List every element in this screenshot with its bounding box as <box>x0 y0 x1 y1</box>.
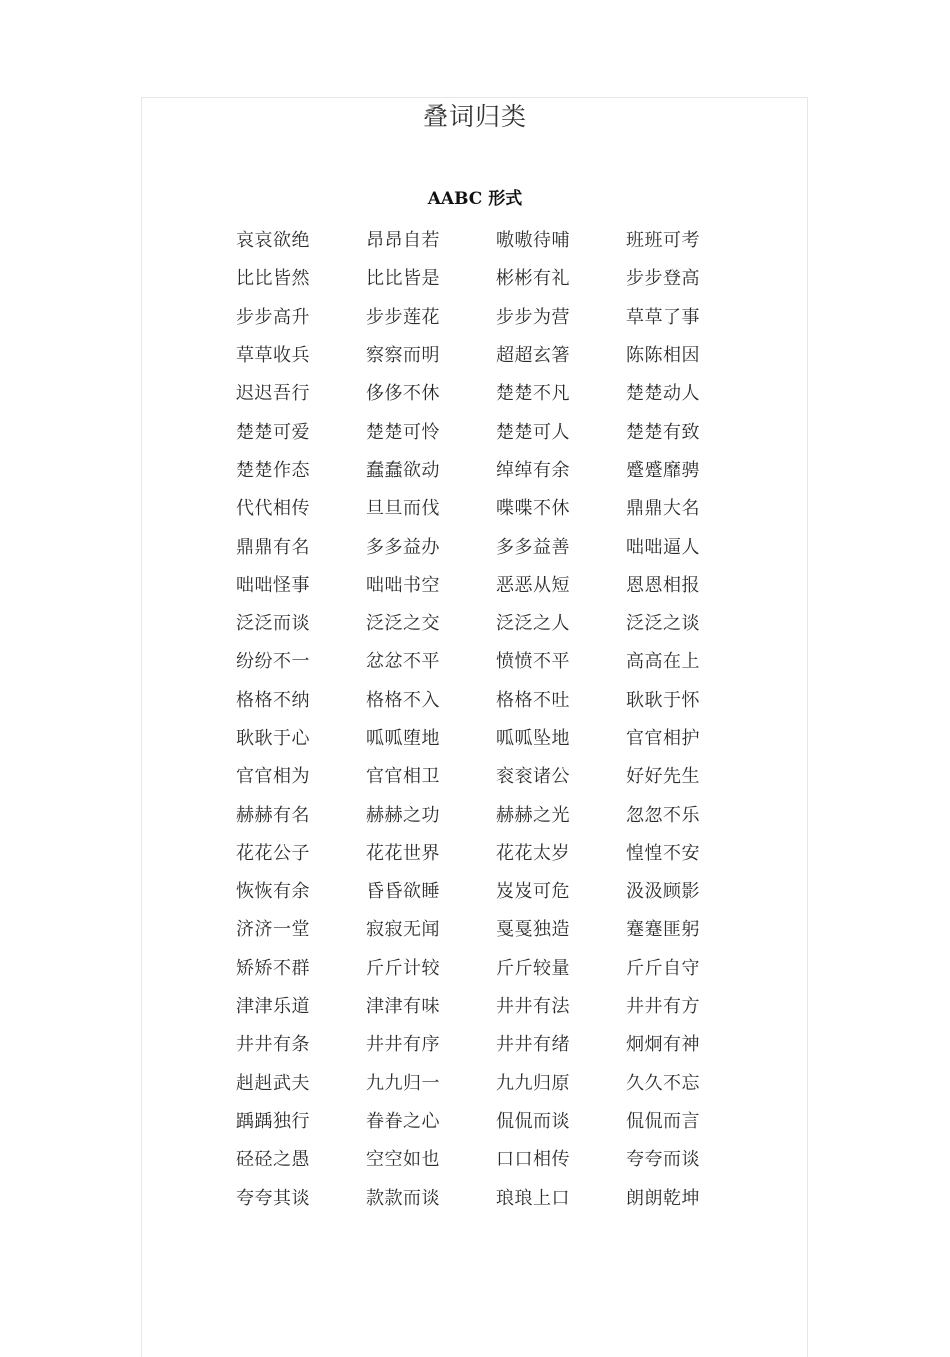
word-row <box>236 567 756 605</box>
word-cell: 岌岌可危 <box>496 881 570 903</box>
word-cell: 蠢蠢欲动 <box>366 459 440 481</box>
word-cell: 泛泛而谈 <box>236 613 310 635</box>
word-cell: 呱呱堕地 <box>366 728 440 749</box>
word-row <box>236 682 756 720</box>
word-cell: 九九归原 <box>496 1072 570 1094</box>
word-cell: 款款而谈 <box>366 1187 440 1209</box>
word-cell: 空空如也 <box>366 1149 440 1171</box>
word-cell: 耿耿于怀 <box>626 689 700 711</box>
word-cell: 久久不忘 <box>626 1072 700 1094</box>
word-cell: 好好先生 <box>626 766 700 788</box>
word-cell: 咄咄书空 <box>366 574 440 596</box>
word-cell: 楚楚有致 <box>626 421 700 443</box>
word-row <box>236 375 756 413</box>
word-row <box>236 1026 756 1064</box>
word-cell: 步步为营 <box>496 306 570 328</box>
word-cell: 九九归一 <box>366 1072 440 1094</box>
word-cell: 察察而明 <box>366 345 440 367</box>
word-cell: 咄咄逼人 <box>626 536 700 558</box>
word-cell: 愤愤不平 <box>496 651 570 673</box>
word-cell: 夸夸其谈 <box>236 1187 310 1209</box>
word-cell: 赫赫有名 <box>236 804 310 826</box>
word-cell: 旦旦而伐 <box>366 498 440 520</box>
word-cell: 井井有绪 <box>496 1034 570 1056</box>
word-cell: 泛泛之交 <box>366 613 440 635</box>
word-cell: 踽踽独行 <box>236 1110 310 1132</box>
word-cell: 代代相传 <box>236 498 310 520</box>
word-cell: 汲汲顾影 <box>626 881 700 903</box>
word-cell: 矫矫不群 <box>236 957 310 979</box>
word-cell: 高高在上 <box>626 651 700 673</box>
word-cell: 戛戛独造 <box>496 919 570 941</box>
word-row <box>236 260 756 298</box>
word-cell: 多多益办 <box>366 536 440 558</box>
word-cell: 恢恢有余 <box>236 881 310 903</box>
word-cell: 耿耿于心 <box>236 728 310 749</box>
word-cell: 花花世界 <box>366 842 440 864</box>
word-cell: 井井有法 <box>496 996 570 1018</box>
word-cell: 侃侃而言 <box>626 1110 700 1132</box>
word-cell: 比比皆是 <box>366 268 440 290</box>
word-row <box>236 452 756 490</box>
word-cell: 楚楚可人 <box>496 421 570 443</box>
word-cell: 赳赳武夫 <box>236 1072 310 1094</box>
word-cell: 朗朗乾坤 <box>626 1187 700 1209</box>
word-cell: 井井有序 <box>366 1034 440 1056</box>
word-cell: 步步登高 <box>626 268 700 290</box>
word-cell: 斤斤自守 <box>626 957 700 979</box>
word-row <box>236 490 756 528</box>
word-cell: 格格不纳 <box>236 689 310 711</box>
word-cell: 昂昂自若 <box>366 230 440 252</box>
word-row <box>236 835 756 873</box>
word-grid <box>236 222 756 1218</box>
word-cell: 格格不吐 <box>496 689 570 711</box>
word-cell: 侃侃而谈 <box>496 1110 570 1132</box>
word-cell: 济济一堂 <box>236 919 310 941</box>
word-row <box>236 1179 756 1217</box>
word-row <box>236 758 756 796</box>
word-cell: 比比皆然 <box>236 268 310 290</box>
word-cell: 陈陈相因 <box>626 345 700 367</box>
word-row <box>236 796 756 834</box>
word-cell: 呱呱坠地 <box>496 728 570 749</box>
word-cell: 班班可考 <box>626 230 700 252</box>
word-row <box>236 873 756 911</box>
word-cell: 眷眷之心 <box>366 1110 440 1132</box>
word-cell: 泛泛之人 <box>496 613 570 635</box>
word-cell: 草草了事 <box>626 306 700 328</box>
word-row <box>236 605 756 643</box>
word-row <box>236 1103 756 1141</box>
word-cell: 官官相为 <box>236 766 310 788</box>
word-cell: 赫赫之功 <box>366 804 440 826</box>
word-cell: 鼎鼎有名 <box>236 536 310 558</box>
section-heading: AABC 形式 <box>427 189 523 209</box>
word-cell: 恩恩相报 <box>626 574 700 596</box>
word-row <box>236 911 756 949</box>
word-cell: 忿忿不平 <box>366 651 440 673</box>
word-row <box>236 1065 756 1103</box>
word-cell: 琅琅上口 <box>496 1187 570 1209</box>
word-cell: 津津有味 <box>366 996 440 1018</box>
word-cell: 泛泛之谈 <box>626 613 700 635</box>
word-row <box>236 1141 756 1179</box>
word-cell: 嗷嗷待哺 <box>496 230 570 252</box>
word-cell: 格格不入 <box>366 689 440 711</box>
word-cell: 彬彬有礼 <box>496 268 570 290</box>
word-cell: 超超玄箸 <box>496 345 570 367</box>
word-row <box>236 413 756 451</box>
word-cell: 津津乐道 <box>236 996 310 1018</box>
word-cell: 衮衮诸公 <box>496 766 570 788</box>
word-cell: 官官相卫 <box>366 766 440 788</box>
word-cell: 井井有方 <box>626 996 700 1018</box>
word-cell: 楚楚作态 <box>236 459 310 481</box>
word-cell: 惶惶不安 <box>626 842 700 864</box>
word-cell: 楚楚动人 <box>626 383 700 405</box>
word-cell: 楚楚不凡 <box>496 383 570 405</box>
word-cell: 斤斤计较 <box>366 957 440 979</box>
word-cell: 楚楚可怜 <box>366 421 440 443</box>
word-cell: 步步莲花 <box>366 306 440 328</box>
word-row <box>236 528 756 566</box>
word-cell: 迟迟吾行 <box>236 383 310 405</box>
word-cell: 侈侈不休 <box>366 383 440 405</box>
word-row <box>236 222 756 260</box>
word-row <box>236 337 756 375</box>
word-cell: 多多益善 <box>496 536 570 558</box>
word-cell: 咄咄怪事 <box>236 574 310 596</box>
word-cell: 口口相传 <box>496 1149 570 1171</box>
word-row <box>236 643 756 681</box>
document-title: 叠词归类 <box>422 102 527 131</box>
word-cell: 纷纷不一 <box>236 651 310 673</box>
word-cell: 赫赫之光 <box>496 804 570 826</box>
word-cell: 硁硁之愚 <box>236 1149 310 1171</box>
word-cell: 鼎鼎大名 <box>626 498 700 520</box>
word-cell: 官官相护 <box>626 728 700 749</box>
word-cell: 炯炯有神 <box>626 1034 700 1056</box>
word-cell: 花花公子 <box>236 842 310 864</box>
word-row <box>236 720 756 758</box>
word-cell: 蹇蹇匪躬 <box>626 919 700 941</box>
word-row <box>236 988 756 1026</box>
word-row <box>236 299 756 337</box>
word-cell: 步步高升 <box>236 306 310 328</box>
word-cell: 恶恶从短 <box>496 574 570 596</box>
word-cell: 寂寂无闻 <box>366 919 440 941</box>
word-cell: 楚楚可爱 <box>236 421 310 443</box>
word-row <box>236 950 756 988</box>
word-cell: 喋喋不休 <box>496 498 570 520</box>
word-cell: 斤斤较量 <box>496 957 570 979</box>
word-cell: 忽忽不乐 <box>626 804 700 826</box>
word-cell: 哀哀欲绝 <box>236 230 310 252</box>
word-cell: 草草收兵 <box>236 345 310 367</box>
word-cell: 井井有条 <box>236 1034 310 1056</box>
word-cell: 蹙蹙靡骋 <box>626 459 700 481</box>
word-cell: 昏昏欲睡 <box>366 881 440 903</box>
word-cell: 绰绰有余 <box>496 459 570 481</box>
word-cell: 花花太岁 <box>496 842 570 864</box>
word-cell: 夸夸而谈 <box>626 1149 700 1171</box>
